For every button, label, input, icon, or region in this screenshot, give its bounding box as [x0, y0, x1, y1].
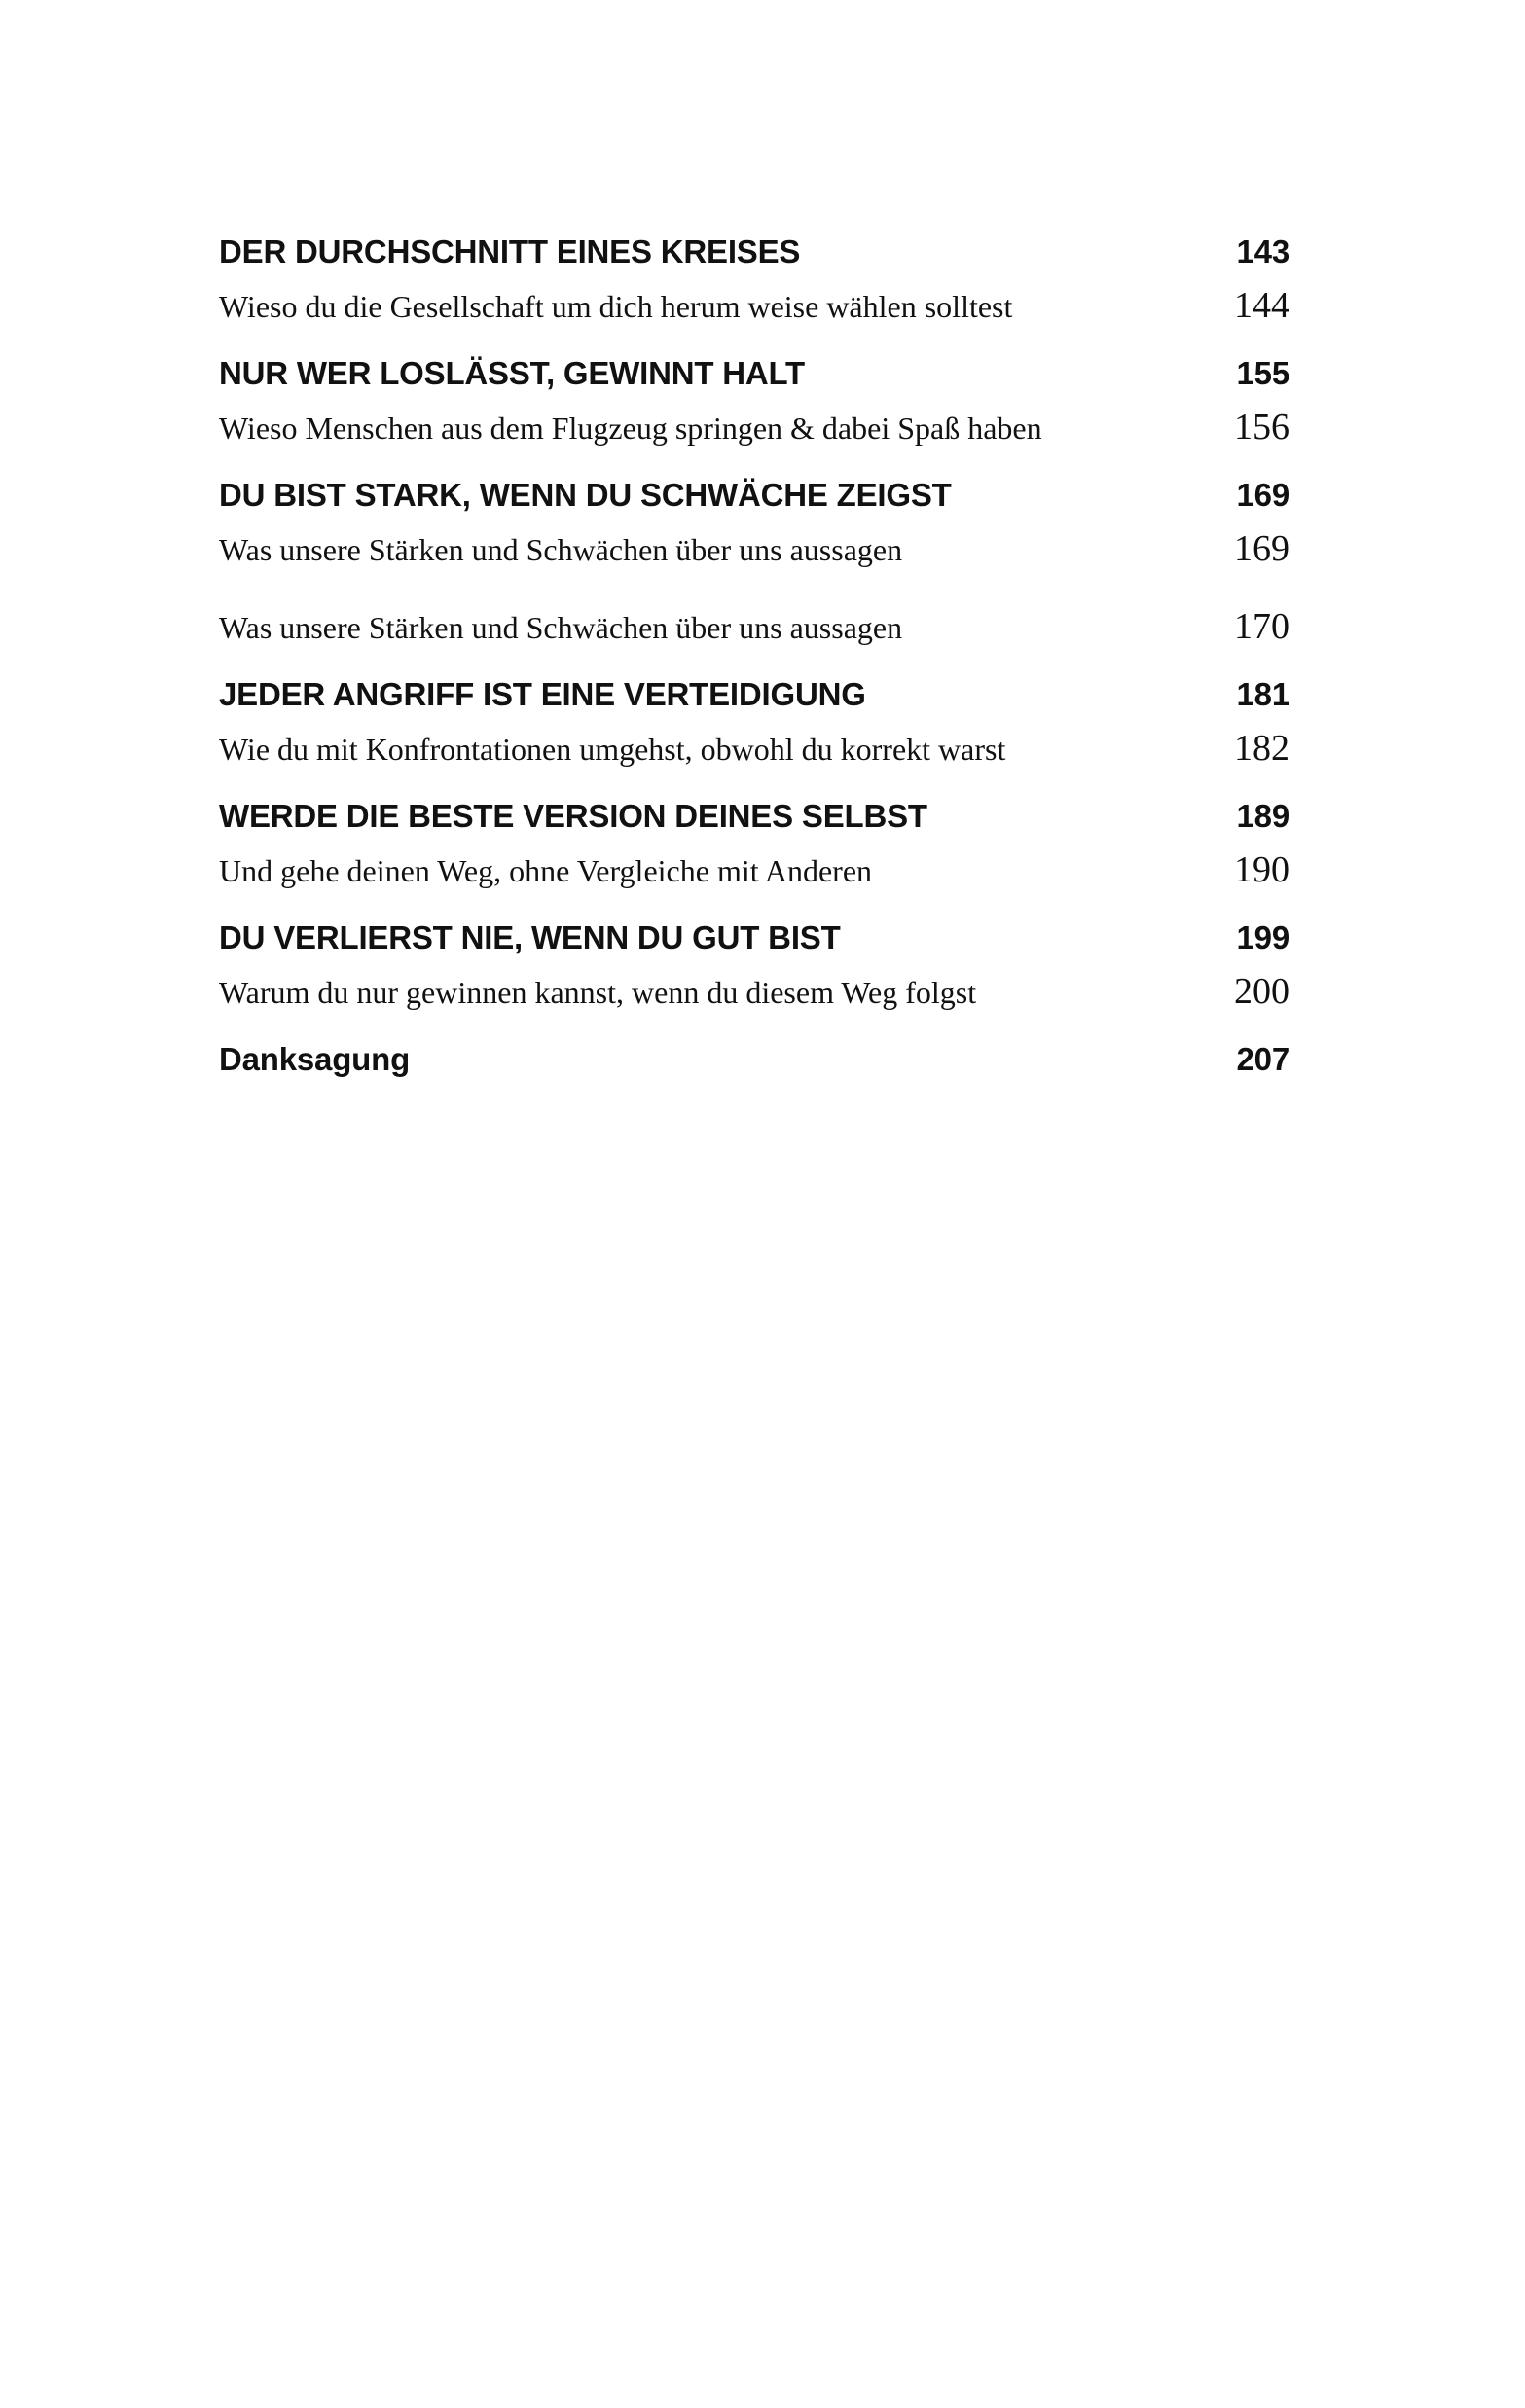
toc-heading [219, 355, 1289, 392]
toc-title: Und gehe deinen Weg, ohne Vergleiche mit Anderen [219, 853, 873, 888]
toc-page-number: 169 [1234, 528, 1289, 569]
toc-subheading [219, 527, 1289, 570]
toc-page-number: 199 [1236, 919, 1289, 955]
toc-page-number: 181 [1236, 676, 1289, 712]
toc-subheading [219, 406, 1289, 449]
toc-heading [219, 676, 1289, 713]
toc-heading [219, 234, 1289, 270]
toc-title: Was unsere Stärken und Schwächen über uns aussagen [219, 532, 903, 567]
toc-page-number: 143 [1236, 234, 1289, 270]
toc-page-number: 200 [1234, 971, 1289, 1012]
toc-subheading [219, 605, 1289, 648]
toc-page-number: 189 [1236, 798, 1289, 834]
toc-subheading [219, 727, 1289, 770]
toc-subheading [219, 284, 1289, 327]
toc-heading [219, 919, 1289, 956]
toc-page-number: 155 [1236, 355, 1289, 391]
toc-page-number: 182 [1234, 728, 1289, 769]
toc-page-number: 169 [1236, 477, 1289, 513]
toc-title: Was unsere Stärken und Schwächen über uns aussagen [219, 610, 903, 645]
toc-page-number: 156 [1234, 407, 1289, 448]
toc-heading [219, 798, 1289, 835]
toc-title: DU VERLIERST NIE, WENN DU GUT BIST [219, 919, 841, 955]
toc-subheading [219, 848, 1289, 891]
toc-title: Wieso Menschen aus dem Flugzeug springen & dabei Spaß haben [219, 411, 1042, 446]
toc-page-number: 144 [1234, 285, 1289, 326]
toc-title: Warum du nur gewinnen kannst, wenn du diesem Weg folgst [219, 975, 977, 1010]
toc-title: DU BIST STARK, WENN DU SCHWÄCHE ZEIGST [219, 477, 952, 513]
toc-title: Wieso du die Gesellschaft um dich herum weise wählen solltest [219, 289, 1013, 324]
toc-title: DER DURCHSCHNITT EINES KREISES [219, 234, 801, 270]
toc-subheading [219, 970, 1289, 1013]
toc-page-number: 190 [1234, 849, 1289, 890]
toc-title: Danksagung [219, 1041, 411, 1077]
toc-heading [219, 477, 1289, 514]
toc-heading [219, 1041, 1289, 1078]
toc-page-number: 207 [1236, 1041, 1289, 1077]
toc-page-number: 170 [1234, 606, 1289, 647]
toc-title: JEDER ANGRIFF IST EINE VERTEIDIGUNG [219, 676, 866, 712]
toc-title: NUR WER LOSLÄSST, GEWINNT HALT [219, 355, 806, 391]
toc-title: WERDE DIE BESTE VERSION DEINES SELBST [219, 798, 927, 834]
toc-title: Wie du mit Konfrontationen umgehst, obwohl du korrekt warst [219, 732, 1006, 767]
